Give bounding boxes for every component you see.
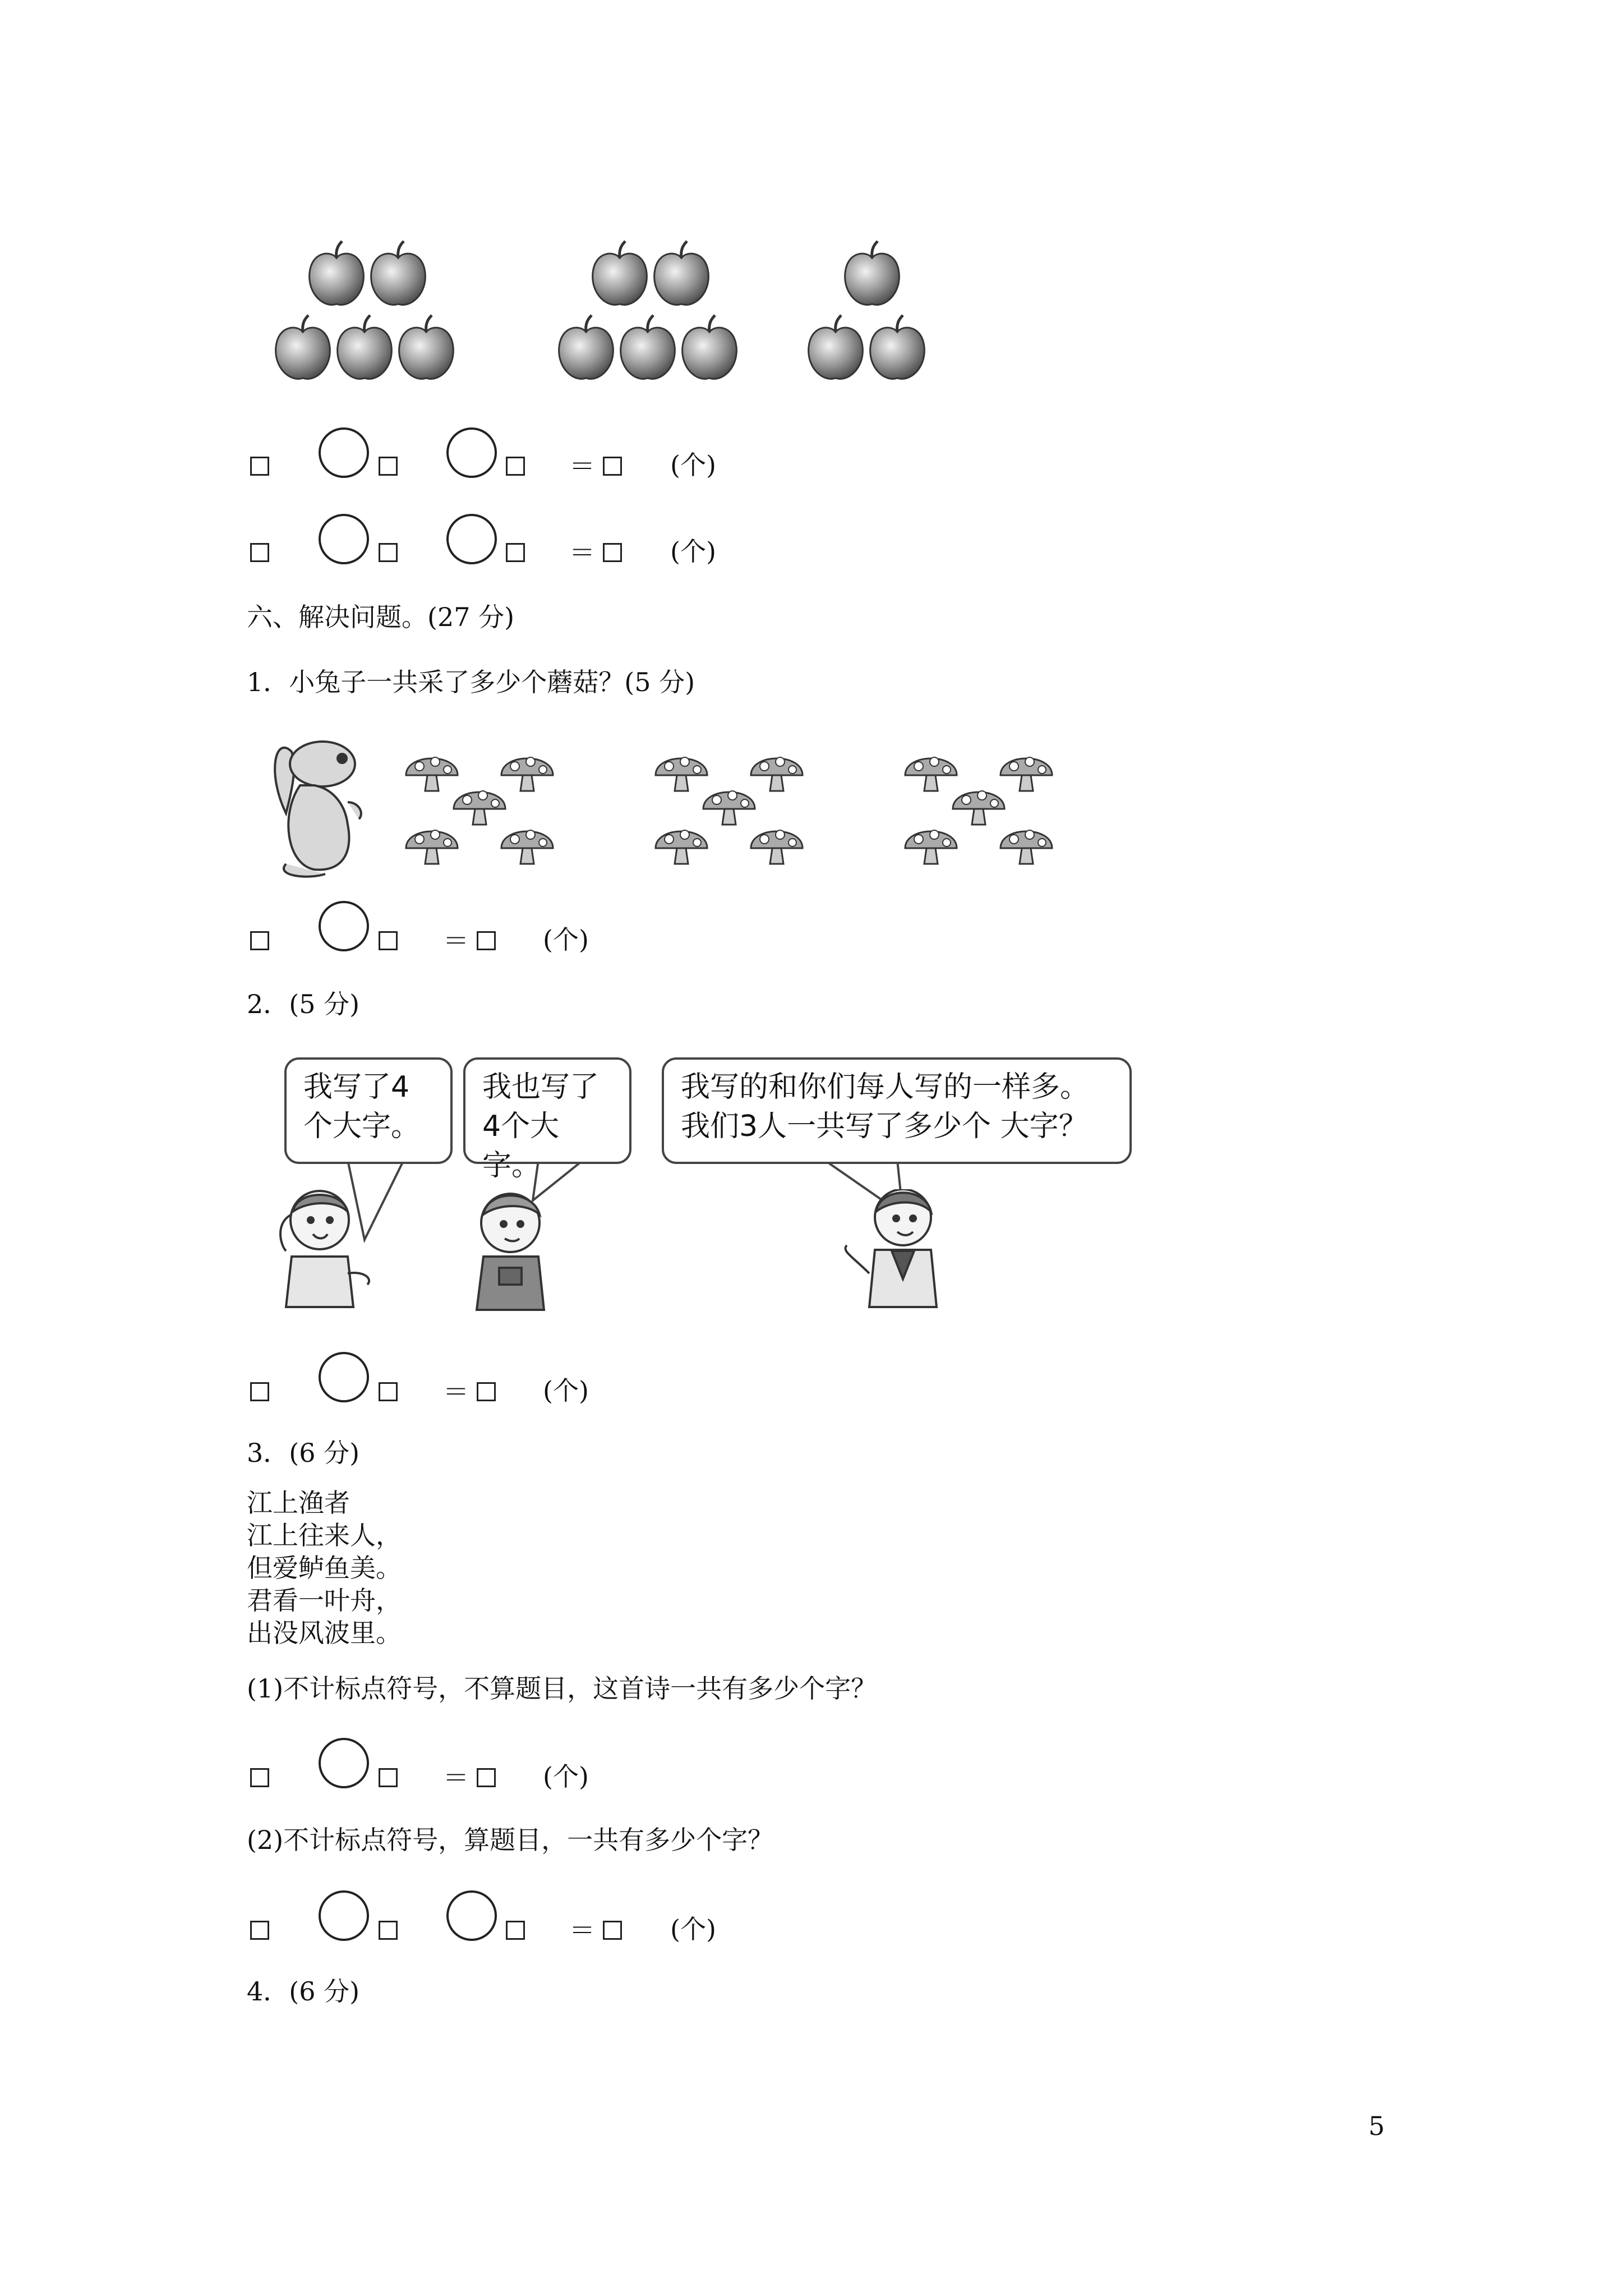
equals-sign: ＝	[443, 1763, 469, 1793]
bubble-text: 4个大字。	[482, 1110, 560, 1182]
page-number: 5	[1368, 2111, 1385, 2141]
poem	[247, 1487, 402, 1649]
equals-sign: ＝	[569, 451, 595, 481]
answer-box[interactable]	[477, 1382, 496, 1401]
answer-box[interactable]	[506, 1921, 525, 1940]
poem-line: 出没风波里。	[247, 1618, 402, 1648]
bubble-text: 我们3人一共写了多少个 大字？	[681, 1110, 1088, 1143]
boy-icon	[477, 1194, 544, 1310]
question-3-label: 3．(6 分)	[247, 1438, 360, 1468]
children-illustration	[264, 1189, 993, 1313]
equals-sign: ＝	[443, 926, 469, 956]
unit-label: (个)	[543, 1375, 589, 1406]
bubble-text: 个大字。	[303, 1110, 421, 1143]
speech-bubble-teen	[662, 1057, 1132, 1164]
question-4-label: 4．(6 分)	[247, 1976, 360, 2007]
sub-question-2: (2)不计标点符号，算题目，一共有多少个字？	[247, 1825, 774, 1855]
equals-sign: ＝	[569, 1915, 595, 1945]
operator-circle[interactable]	[446, 1890, 497, 1941]
answer-box[interactable]	[477, 1768, 496, 1787]
unit-label: (个)	[543, 1761, 589, 1792]
speech-bubble-boy	[463, 1057, 631, 1182]
poem-line: 君看一叶舟，	[247, 1585, 402, 1616]
operator-circle[interactable]	[319, 1352, 369, 1402]
answer-box[interactable]	[250, 1921, 269, 1940]
answer-box[interactable]	[603, 1921, 622, 1940]
teen-icon	[845, 1189, 937, 1307]
equals-sign: ＝	[569, 537, 595, 568]
answer-box[interactable]	[250, 1768, 269, 1787]
question-1: 1．小兔子一共采了多少个蘑菇？(5 分)	[247, 667, 695, 697]
speech-bubble-girl	[284, 1057, 453, 1164]
operator-circle[interactable]	[319, 1738, 369, 1788]
unit-label: (个)	[670, 450, 716, 480]
answer-box[interactable]	[379, 1382, 398, 1401]
answer-box[interactable]	[379, 1921, 398, 1940]
unit-label: (个)	[670, 1914, 716, 1944]
section-title: 六、解决问题。(27 分)	[247, 602, 515, 632]
poem-line: 江上往来人，	[247, 1520, 402, 1550]
bubble-text: 我也写了	[482, 1070, 600, 1104]
operator-circle[interactable]	[319, 1890, 369, 1941]
answer-box[interactable]	[379, 1768, 398, 1787]
poem-line: 但爱鲈鱼美。	[247, 1553, 402, 1583]
unit-label: (个)	[543, 924, 589, 955]
equals-sign: ＝	[443, 1377, 469, 1407]
question-2-label: 2．(5 分)	[247, 989, 360, 1019]
answer-box[interactable]	[250, 1382, 269, 1401]
bubble-text: 我写的和你们每人写的一样多。	[681, 1070, 1090, 1104]
unit-label: (个)	[670, 536, 716, 567]
poem-title: 江上渔者	[247, 1488, 350, 1518]
bubble-text: 我写了4	[303, 1070, 410, 1104]
sub-question-1: (1)不计标点符号，不算题目，这首诗一共有多少个字？	[247, 1673, 877, 1704]
girl-icon	[280, 1191, 369, 1307]
